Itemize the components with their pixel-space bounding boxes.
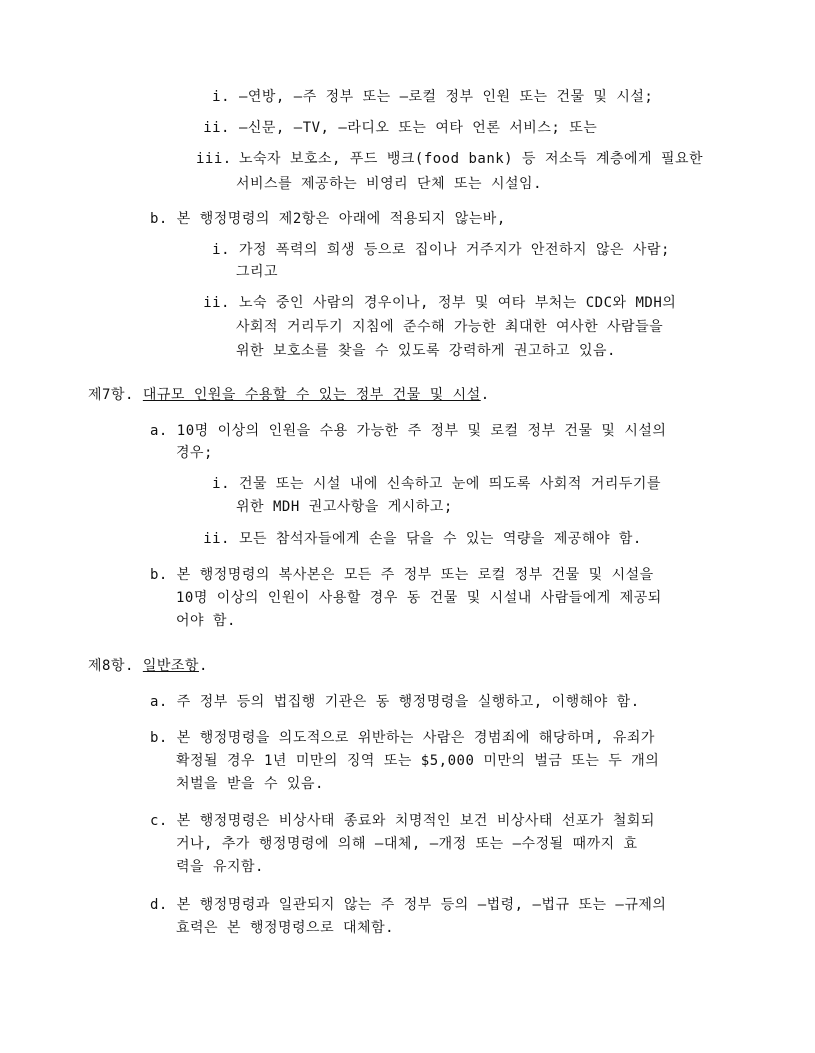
list-item-text: 확정될 경우 1년 미만의 징역 또는 $5,000 미만의 벌금 또는 두 개의	[176, 753, 660, 769]
list-item-text: 경우;	[176, 445, 213, 461]
list-item-text: 10명 이상의 인원을 수용 가능한 주 정부 및 로컬 정부 건물 및 시설의	[176, 423, 667, 439]
list-item-text: 효력은 본 행정명령으로 대체함.	[176, 920, 395, 936]
list-item-text: 본 행정명령은 비상사태 종료와 치명적인 보건 비상사태 선포가 철회되	[176, 813, 655, 829]
section-heading: 제7항. 대규모 인원을 수용할 수 있는 정부 건물 및 시설.	[88, 387, 490, 403]
list-item-text: 본 행정명령과 일관되지 않는 주 정부 등의 –법령, –법규 또는 –규제의	[176, 897, 667, 913]
list-item-text: 력을 유지함.	[176, 859, 264, 875]
list-item: ii. –신문, –TV, –라디오 또는 여타 언론 서비스; 또는	[203, 120, 598, 136]
list-item-text: 가정 폭력의 희생 등으로 집이나 거주지가 안전하지 않은 사람;	[238, 242, 670, 258]
list-item-text: 본 행정명령을 의도적으로 위반하는 사람은 경범죄에 해당하며, 유죄가	[176, 730, 655, 746]
list-item: c. 본 행정명령은 비상사태 종료와 치명적인 보건 비상사태 선포가 철회되	[150, 813, 655, 829]
list-item: iii. 노숙자 보호소, 푸드 뱅크(food bank) 등 저소득 계층에게 필요한	[196, 151, 704, 167]
list-item-text: –연방, –주 정부 또는 –로컬 정부 인원 또는 건물 및 시설;	[238, 89, 654, 105]
list-item-text: 사회적 거리두기 지침에 준수해 가능한 최대한 여사한 사람들을	[236, 319, 664, 335]
list-item-text: 위한 보호소를 찾을 수 있도록 강력하게 권고하고 있음.	[236, 343, 616, 359]
section-heading: 제8항. 일반조항.	[88, 658, 208, 674]
list-item-text: 주 정부 등의 법집행 기관은 동 행정명령을 실행하고, 이행해야 함.	[176, 694, 640, 710]
list-item: i. 건물 또는 시설 내에 신속하고 눈에 띄도록 사회적 거리두기를	[212, 476, 661, 492]
section-title: 대규모 인원을 수용할 수 있는 정부 건물 및 시설	[142, 387, 481, 403]
list-item-text: 모든 참석자들에게 손을 닦을 수 있는 역량을 제공해야 함.	[238, 531, 642, 547]
section-title: 일반조항	[142, 658, 199, 674]
list-item-text: 거나, 추가 행정명령에 의해 –대체, –개정 또는 –수정될 때까지 효	[176, 836, 638, 852]
list-item: ii. 노숙 중인 사람의 경우이나, 정부 및 여타 부처는 CDC와 MDH의	[203, 295, 677, 311]
list-item-text: 처벌을 받을 수 있음.	[176, 776, 324, 792]
list-item-text: –신문, –TV, –라디오 또는 여타 언론 서비스; 또는	[238, 120, 598, 136]
list-item: a. 주 정부 등의 법집행 기관은 동 행정명령을 실행하고, 이행해야 함.	[150, 694, 640, 710]
list-item: i. –연방, –주 정부 또는 –로컬 정부 인원 또는 건물 및 시설;	[212, 89, 654, 105]
list-item-text: 본 행정명령의 제2항은 아래에 적용되지 않는바,	[176, 211, 506, 227]
list-item: a. 10명 이상의 인원을 수용 가능한 주 정부 및 로컬 정부 건물 및 시설의	[150, 423, 667, 439]
list-item: b. 본 행정명령의 복사본은 모든 주 정부 또는 로컬 정부 건물 및 시설을	[150, 567, 654, 583]
list-item: d. 본 행정명령과 일관되지 않는 주 정부 등의 –법령, –법규 또는 –규제의	[150, 897, 667, 913]
list-item-text: 건물 또는 시설 내에 신속하고 눈에 띄도록 사회적 거리두기를	[238, 476, 661, 492]
list-item-text: 위한 MDH 권고사항을 게시하고;	[236, 499, 453, 515]
list-item: b. 본 행정명령을 의도적으로 위반하는 사람은 경범죄에 해당하며, 유죄가	[150, 730, 655, 746]
list-item: i. 가정 폭력의 희생 등으로 집이나 거주지가 안전하지 않은 사람;	[212, 242, 670, 258]
list-item: b. 본 행정명령의 제2항은 아래에 적용되지 않는바,	[150, 211, 506, 227]
list-item-text: 서비스를 제공하는 비영리 단체 또는 시설임.	[236, 176, 543, 192]
list-item-text: 그리고	[236, 264, 279, 280]
list-item-text: 노숙 중인 사람의 경우이나, 정부 및 여타 부처는 CDC와 MDH의	[238, 295, 677, 311]
list-item-text: 본 행정명령의 복사본은 모든 주 정부 또는 로컬 정부 건물 및 시설을	[176, 567, 654, 583]
list-item: ii. 모든 참석자들에게 손을 닦을 수 있는 역량을 제공해야 함.	[203, 531, 642, 547]
list-item-text: 노숙자 보호소, 푸드 뱅크(food bank) 등 저소득 계층에게 필요한	[238, 151, 704, 167]
list-item-text: 10명 이상의 인원이 사용할 경우 동 건물 및 시설내 사람들에게 제공되	[176, 590, 662, 606]
list-item-text: 어야 함.	[176, 613, 236, 629]
